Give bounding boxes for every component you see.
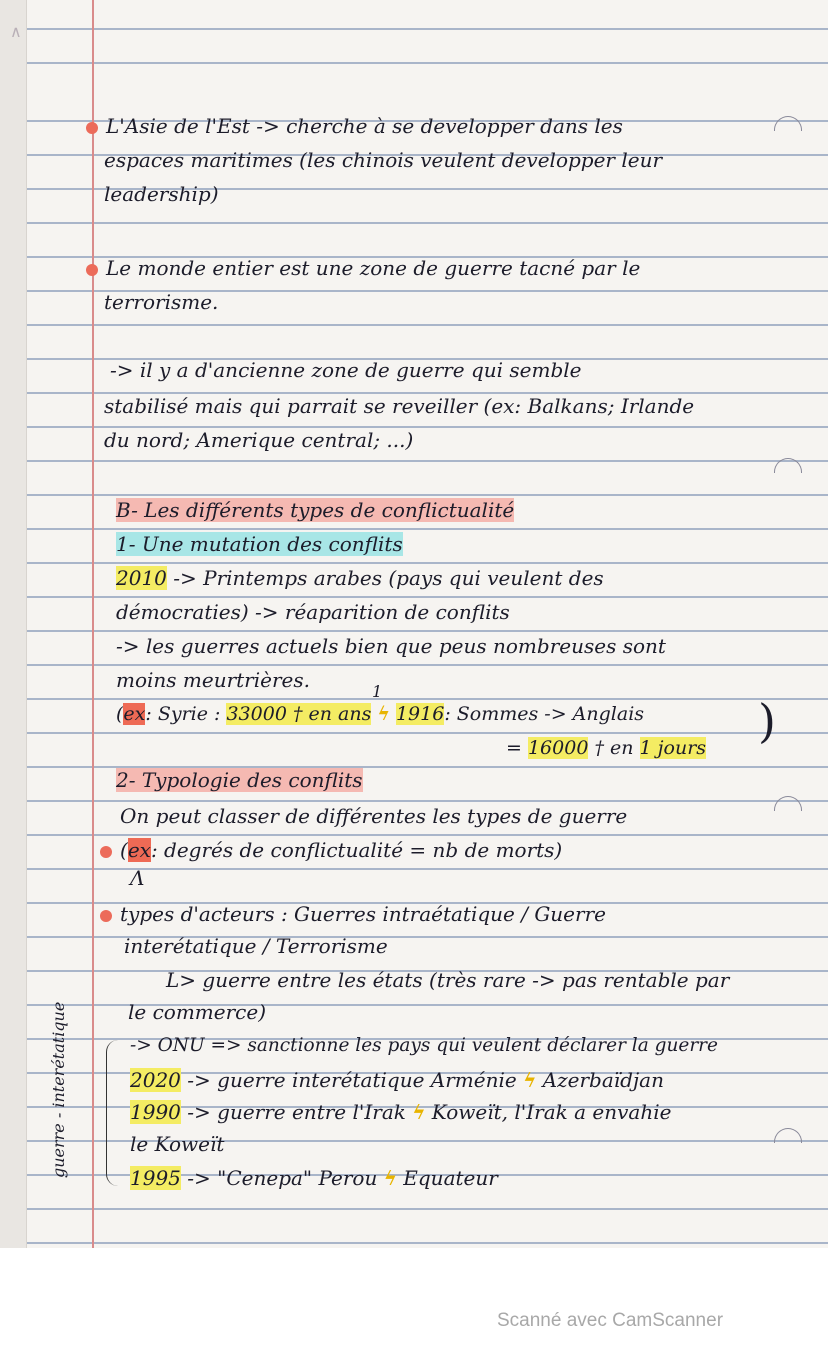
- note-line: [100, 900, 606, 928]
- war-entry: [130, 1066, 664, 1094]
- note-text: -> guerre entre l'Irak: [180, 1100, 413, 1124]
- bullet-icon: [86, 122, 98, 134]
- paren: (: [116, 703, 124, 725]
- note-line: On peut classer de différentes les types de guerre: [120, 804, 628, 828]
- lightning-bolt-icon: ϟ: [383, 1166, 397, 1190]
- year-tag: 1916: [395, 703, 445, 725]
- margin-line: [92, 0, 94, 1248]
- note-text: =: [506, 737, 528, 759]
- ex-tag: ex: [123, 703, 146, 725]
- ex-tag: ex: [127, 838, 151, 862]
- page-edge: [0, 0, 27, 1248]
- note-line: espaces maritimes (les chinois veulent developper leur: [104, 148, 663, 172]
- note-line: interétatique / Terrorisme: [124, 934, 388, 958]
- section-heading: [116, 496, 514, 524]
- corner-mark: ∧: [10, 22, 22, 41]
- highlighted-figure: 1 jours: [639, 737, 707, 759]
- subsection-heading: [116, 530, 403, 558]
- year-tag: 1990: [130, 1100, 181, 1124]
- section-title: B- Les différents types de conflictualité: [116, 498, 515, 522]
- superscript: 1: [372, 682, 383, 701]
- subsection-heading: [116, 766, 363, 794]
- note-text: -> "Cenepa" Perou: [180, 1166, 384, 1190]
- note-text: Le monde entier est une zone de guerre tacné par le: [106, 256, 641, 280]
- note-line: [116, 564, 604, 592]
- note-line: [86, 254, 640, 282]
- note-line: démocraties) -> réaparition de conflits: [116, 600, 510, 624]
- note-text: Koweït, l'Irak a envahie: [425, 1100, 672, 1124]
- note-text: : Sommes -> Anglais: [444, 703, 645, 725]
- lightning-bolt-icon: ϟ: [377, 703, 390, 725]
- scanner-watermark: Scanné avec CamScanner: [497, 1310, 724, 1331]
- note-line: L> guerre entre les états (très rare -> pas rentable par: [166, 968, 730, 992]
- lightning-bolt-icon: ϟ: [523, 1068, 537, 1092]
- bullet-icon: [100, 846, 112, 858]
- side-label: guerre - interétatique: [49, 1001, 68, 1178]
- paren: (: [120, 838, 128, 862]
- note-line: [100, 836, 562, 864]
- note-line: stabilisé mais qui parrait se reveiller (ex: Balkans; Irlande: [104, 394, 695, 418]
- note-text: Azerbaïdjan: [536, 1068, 664, 1092]
- note-line: [506, 734, 706, 762]
- note-text: † en: [588, 737, 640, 759]
- highlighted-figure: 33000 † en ans: [226, 703, 372, 725]
- bullet-icon: [100, 910, 112, 922]
- highlighted-figure: 16000: [527, 737, 589, 759]
- year-tag: 1995: [130, 1166, 181, 1190]
- note-line: [86, 112, 623, 140]
- year-tag: 2020: [130, 1068, 181, 1092]
- note-text: : degrés de conflictualité = nb de morts): [150, 838, 563, 862]
- note-line: terrorisme.: [104, 290, 219, 314]
- note-line: -> il y a d'ancienne zone de guerre qui semble: [110, 358, 582, 382]
- note-line: Λ: [130, 866, 145, 890]
- note-text: le Koweït: [130, 1132, 225, 1156]
- note-line: -> ONU => sanctionne les pays qui veulent déclarer la guerre: [130, 1035, 718, 1056]
- year-tag: 2010: [116, 566, 167, 590]
- close-bracket-icon: ): [758, 694, 776, 748]
- note-text: L'Asie de l'Est -> cherche à se developper dans les: [106, 114, 623, 138]
- note-line: [116, 700, 644, 728]
- war-entry: [130, 1130, 224, 1158]
- note-text: : Syrie :: [145, 703, 227, 725]
- note-text: Equateur: [396, 1166, 498, 1190]
- lightning-bolt-icon: ϟ: [412, 1100, 426, 1124]
- note-text: -> guerre interétatique Arménie: [180, 1068, 524, 1092]
- note-line: du nord; Amerique central; ...): [104, 428, 414, 452]
- subsection-title: 1- Une mutation des conflits: [116, 532, 403, 556]
- note-line: -> les guerres actuels bien que peus nombreuses sont: [116, 634, 666, 658]
- note-line: moins meurtrières.: [116, 668, 310, 692]
- bullet-icon: [86, 264, 98, 276]
- brace-icon: [106, 1040, 119, 1186]
- war-entry: [130, 1164, 498, 1192]
- war-entry: [130, 1098, 671, 1126]
- note-text: types d'acteurs : Guerres intraétatique / Guerre: [120, 902, 606, 926]
- note-text: -> Printemps arabes (pays qui veulent des: [166, 566, 604, 590]
- subsection-title: 2- Typologie des conflits: [116, 768, 363, 792]
- note-line: leadership): [104, 182, 219, 206]
- note-line: le commerce): [128, 1000, 266, 1024]
